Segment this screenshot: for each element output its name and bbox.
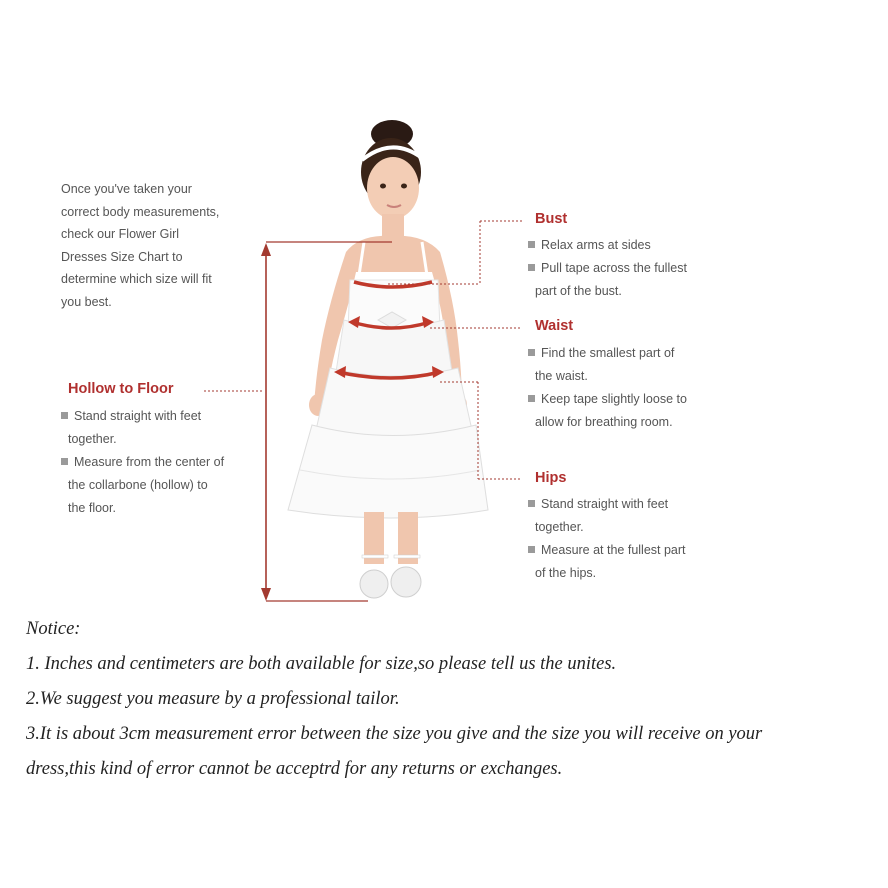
hips-line: together. [535,520,584,534]
bust-instructions [528,234,728,303]
intro-text [61,178,251,313]
notice-line-1: 1. Inches and centimeters are both available for size,so please tell us the unites. [26,654,617,674]
hips-line: of the hips. [535,566,597,580]
waist-line: Keep tape slightly loose to [528,388,728,411]
intro-line: determine which size will fit [61,272,212,286]
bullet-icon [528,395,535,402]
bust-title: Bust [535,211,568,227]
intro-line: check our Flower Girl [61,227,180,241]
hips-instructions [528,493,728,585]
hollow-line: Stand straight with feet [61,405,261,428]
notice-line-3: 3.It is about 3cm measurement error between the size you give and the size you will receive on your [26,724,763,744]
bullet-icon [61,412,68,419]
bust-line: Pull tape across the fullest [528,257,728,280]
hips-line: Stand straight with feet [528,493,728,516]
waist-line: allow for breathing room. [535,415,673,429]
bullet-icon [528,349,535,356]
bullet-icon [528,500,535,507]
hollow-line: together. [68,432,117,446]
waist-line: Find the smallest part of [528,342,728,365]
intro-line: you best. [61,294,112,309]
right-shoe [391,567,421,597]
hips-title: Hips [535,470,567,486]
bullet-icon [61,458,68,465]
notice-line-2: 2.We suggest you measure by a professional tailor. [26,689,400,709]
hollow-title: Hollow to Floor [68,381,174,397]
bullet-icon [528,264,535,271]
waist-title: Waist [535,318,574,334]
bullet-icon [528,241,535,248]
hollow-instructions [61,405,261,520]
bust-line: Relax arms at sides [528,234,728,257]
hips-line: Measure at the fullest part [528,539,728,562]
bust-line: part of the bust. [535,284,622,298]
dress-tier-3 [288,425,488,518]
hollow-line: the collarbone (hollow) to [68,478,208,492]
face [367,157,419,219]
notice-line-4: dress,this kind of error cannot be acceptrd for any returns or exchanges. [26,759,563,779]
notice-title: Notice: [26,619,81,639]
hollow-line: the floor. [68,501,116,515]
hollow-line: Measure from the center of [61,451,261,474]
bullet-icon [528,546,535,553]
intro-line: Once you've taken your [61,182,192,196]
left-shoe [360,570,388,598]
intro-line: Dresses Size Chart to [61,249,183,264]
intro-line: correct body measurements, [61,204,220,219]
waist-instructions [528,342,728,434]
waist-line: the waist. [535,369,588,383]
